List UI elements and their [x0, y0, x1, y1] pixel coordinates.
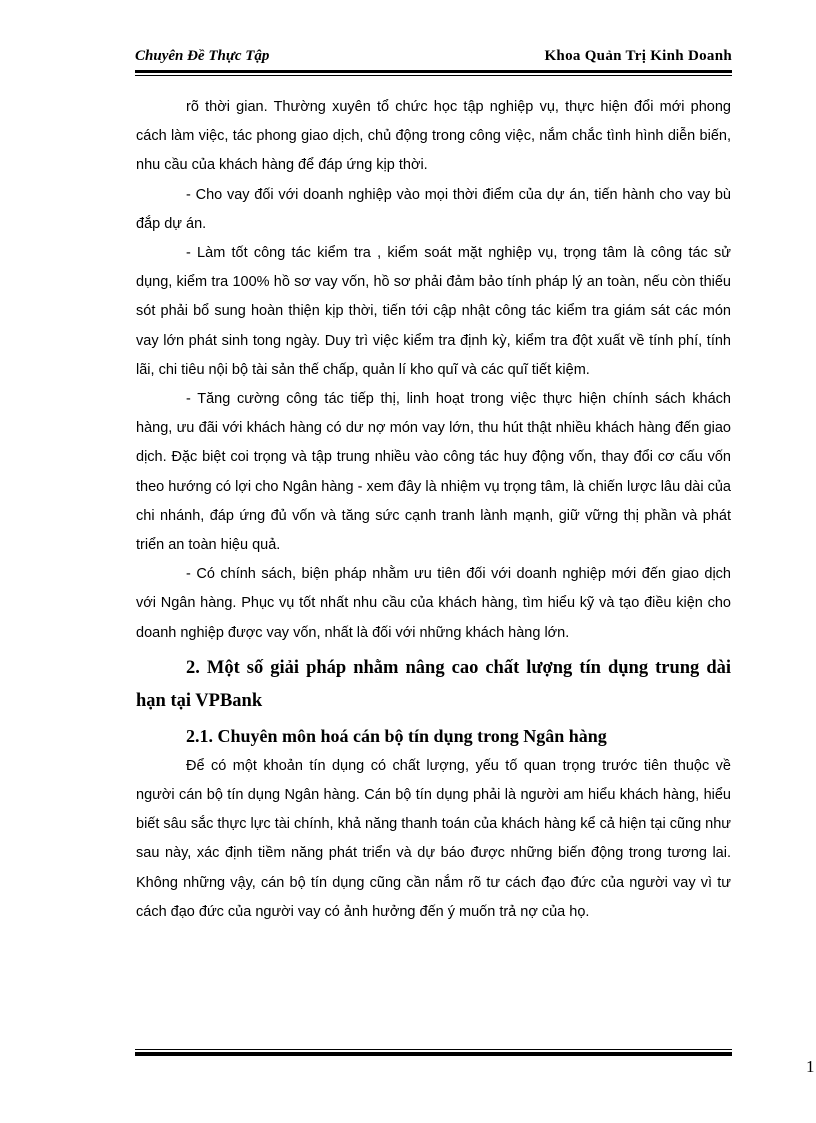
paragraph-new-enterprises: - Có chính sách, biện pháp nhằm ưu tiên đối với doanh nghiệp mới đến giao dịch với Ngân hàng. Phục vụ tốt nhất nhu cầu của khách hàng, tìm hiểu kỹ và tạo điều kiện cho doanh nghiệp được vay vốn, nhất là đối với những khách hàng lớn. — [136, 566, 731, 641]
paragraph-marketing: - Tăng cường công tác tiếp thị, linh hoạt trong việc thực hiện chính sách khách hàng, ưu đãi với khách hàng có dư nợ món vay lớn, thu hút thật nhiều khách hàng đến giao dịch. Đặc biệt coi trọng và tập trung nhiều vào công tác huy động vốn, thay đổi cơ cấu vốn theo hướng có lợi cho Ngân hàng - xem đây là nhiệm vụ trọng tâm, là chiến lược lâu dài của chi nhánh, đáp ứng đủ vốn và tăng sức cạnh tranh lành mạnh, giữ vững thị phần và phát triển an toàn hiệu quả. — [136, 391, 731, 554]
header-rule-thin — [135, 75, 732, 76]
page-content — [136, 93, 731, 927]
paragraph-lending-projects: - Cho vay đối với doanh nghiệp vào mọi thời điểm của dự án, tiến hành cho vay bù đắp dự án. — [136, 186, 731, 232]
section-heading: 2. Một số giải pháp nhằm nâng cao chất lượng tín dụng trung dài hạn tại VPBank — [136, 657, 731, 711]
header-rule-thick — [135, 70, 732, 73]
footer-rule-thick — [135, 1052, 732, 1056]
page-number: 1 — [806, 1057, 815, 1076]
header-faculty: Khoa Quản Trị Kinh Doanh — [544, 48, 732, 64]
footer-rule-thin — [135, 1049, 732, 1050]
page-header — [135, 48, 732, 70]
paragraph-credit-officers: Để có một khoản tín dụng có chất lượng, yếu tố quan trọng trước tiên thuộc về người cán bộ tín dụng Ngân hàng. Cán bộ tín dụng phải là người am hiểu khách hàng, hiểu biết sâu sắc thực lực tài chính, khả năng thanh toán của khách hàng kể cả hiện tại cũng như sau này, xác định tiềm năng phát triển và dự báo được những biến động trong tương lai. Không những vậy, cán bộ tín dụng cũng cần nắm rõ tư cách đạo đức của người vay vì tư cách đạo đức của người vay có ảnh hưởng đến ý muốn trả nợ của họ. — [136, 757, 732, 920]
paragraph-continuation: rõ thời gian. Thường xuyên tổ chức học tập nghiệp vụ, thực hiện đổi mới phong cách làm việc, tác phong giao dịch, chủ động trong công việc, nắm chắc tình hình diễn biến, nhu cầu của khách hàng để đáp ứng kịp thời. — [136, 99, 731, 174]
subsection-heading: 2.1. Chuyên môn hoá cán bộ tín dụng trong Ngân hàng — [186, 725, 607, 746]
paragraph-inspection: - Làm tốt công tác kiểm tra , kiểm soát mặt nghiệp vụ, trọng tâm là công tác sử dụng, kiểm tra 100% hồ sơ vay vốn, hồ sơ phải đảm bảo tính pháp lý an toàn, nếu còn thiếu sót phải bổ sung hoàn thiện kịp thời, tiến tới cập nhật công tác kiểm tra giám sát các món vay lớn phát sinh tong ngày. Duy trì việc kiểm tra định kỳ, kiểm tra đột xuất về tính phí, tính lãi, chi tiêu nội bộ tài sản thế chấp, quản lí kho quĩ và các quĩ tiết kiệm. — [136, 245, 731, 378]
header-document-type: Chuyên Đề Thực Tập — [135, 48, 270, 64]
